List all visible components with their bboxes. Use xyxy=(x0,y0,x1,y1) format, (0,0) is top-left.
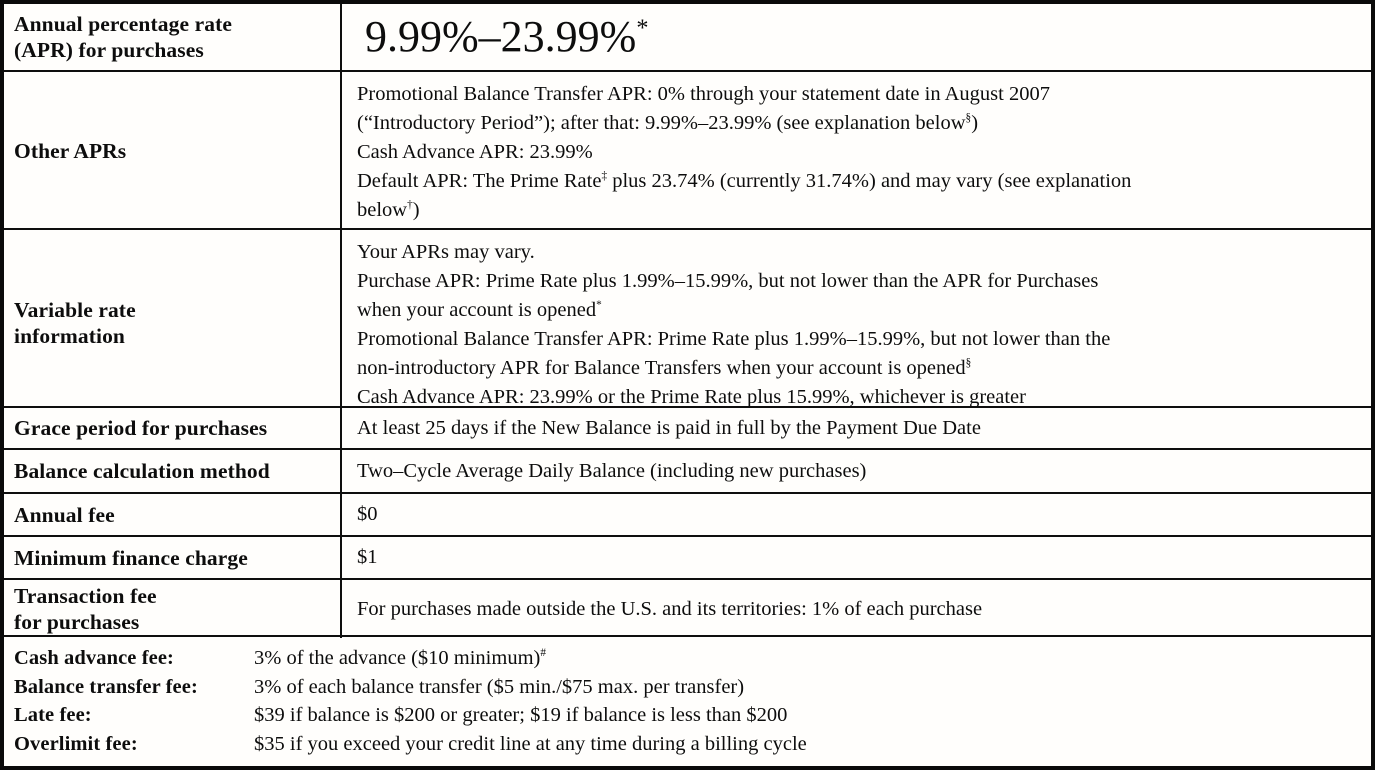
row-variable-rate xyxy=(4,230,1371,408)
row-variable-rate-value xyxy=(342,230,1371,416)
text-segment: Default APR: The Prime Rate xyxy=(357,170,602,192)
footer-cash-advance-fee xyxy=(14,644,1361,673)
row-minimum-finance-charge-value xyxy=(342,537,1371,578)
text-line: Minimum finance charge xyxy=(14,545,248,570)
row-transaction-fee xyxy=(4,580,1371,637)
overlimit-fee-value xyxy=(254,730,1361,759)
superscript-symbol: * xyxy=(596,299,602,312)
text-segment: Cash Advance APR: 23.99% xyxy=(357,141,593,163)
superscript-symbol: § xyxy=(965,357,972,370)
text-segment: $35 if you exceed your credit line at any time during a billing cycle xyxy=(254,732,807,755)
text-segment: Two–Cycle Average Daily Balance (including new purchases) xyxy=(357,459,867,482)
text-line xyxy=(357,109,1359,138)
text-line: Annual fee xyxy=(14,502,115,527)
row-other-aprs-value xyxy=(342,72,1371,229)
text-line xyxy=(357,196,1359,225)
row-other-aprs xyxy=(4,72,1371,230)
text-line: Other APRs xyxy=(14,138,127,163)
late-fee-value xyxy=(254,701,1361,730)
row-apr-purchases xyxy=(4,4,1371,72)
text-segment: For purchases made outside the U.S. and its territories: 1% of each purchase xyxy=(357,597,983,620)
text-line: Balance calculation method xyxy=(14,459,270,483)
superscript-symbol: † xyxy=(407,199,413,212)
text-line: Annual percentage rate xyxy=(14,12,232,36)
cash-advance-fee-label: Cash advance fee: xyxy=(14,647,174,669)
text-segment: At least 25 days if the New Balance is paid in full by the Payment Due Date xyxy=(357,416,981,439)
text-line xyxy=(357,238,1359,267)
text-line: for purchases xyxy=(14,610,140,634)
superscript-symbol: * xyxy=(636,14,649,42)
row-grace-period-value xyxy=(342,408,1371,448)
text-line xyxy=(357,138,1359,167)
row-balance-calculation xyxy=(4,450,1371,494)
text-line xyxy=(357,167,1359,196)
text-segment: Cash Advance APR: 23.99% or the Prime Rate plus 15.99%, whichever is greater xyxy=(357,386,1026,408)
text-line xyxy=(357,296,1359,325)
text-segment: 3% of the advance ($10 minimum) xyxy=(254,647,541,669)
text-segment: 9.99%–23.99% xyxy=(365,12,637,61)
row-minimum-finance-charge xyxy=(4,537,1371,580)
row-annual-fee-value xyxy=(342,494,1371,535)
text-line xyxy=(357,267,1359,296)
text-segment: Promotional Balance Transfer APR: Prime Rate plus 1.99%–15.99%, but not lower than the xyxy=(357,328,1111,350)
text-line xyxy=(357,354,1359,383)
footer-balance-transfer-fee xyxy=(14,673,1361,702)
text-segment: non-introductory APR for Balance Transfers when your account is opened xyxy=(357,357,966,379)
cash-advance-fee-value xyxy=(254,644,1361,673)
text-line: (APR) for purchases xyxy=(14,38,204,62)
row-variable-rate-label xyxy=(4,230,342,416)
text-line: Variable rate xyxy=(14,298,136,322)
text-line xyxy=(357,457,1359,486)
text-segment: Promotional Balance Transfer APR: 0% through your statement date in August 2007 xyxy=(357,83,1050,105)
text-line: Transaction fee xyxy=(14,584,157,608)
row-transaction-fee-value xyxy=(342,580,1371,638)
row-annual-fee xyxy=(4,494,1371,537)
text-line: information xyxy=(14,324,125,348)
row-balance-calculation-value xyxy=(342,450,1371,492)
superscript-symbol: § xyxy=(965,112,972,125)
late-fee-label: Late fee: xyxy=(14,704,92,726)
row-other-aprs-label xyxy=(4,72,342,229)
row-annual-fee-label xyxy=(4,494,342,535)
apr-range-value xyxy=(357,13,1359,61)
text-segment: ) xyxy=(412,199,420,221)
footer-overlimit-fee xyxy=(14,730,1361,759)
fees-footer-section xyxy=(4,637,1371,766)
row-minimum-finance-charge-label xyxy=(4,537,342,578)
text-segment: when your account is opened xyxy=(357,299,597,321)
footer-late-fee xyxy=(14,701,1361,730)
text-segment: 3% of each balance transfer ($5 min./$75 max. per transfer) xyxy=(254,675,745,698)
text-segment: below xyxy=(357,199,408,221)
text-line xyxy=(357,80,1359,109)
text-segment: (“Introductory Period”); after that: 9.99%–23.99% (see explanation below xyxy=(357,112,966,134)
superscript-symbol: ‡ xyxy=(601,170,608,183)
text-line xyxy=(357,595,1359,624)
text-segment: plus 23.74% (currently 31.74%) and may vary (see explanation xyxy=(607,170,1132,192)
row-apr-purchases-label xyxy=(4,4,342,70)
balance-transfer-fee-label: Balance transfer fee: xyxy=(14,675,198,698)
overlimit-fee-label: Overlimit fee: xyxy=(14,732,138,755)
text-segment: Your APRs may vary. xyxy=(357,241,535,263)
text-line xyxy=(357,500,1359,529)
row-balance-calculation-label xyxy=(4,450,342,492)
text-segment: $1 xyxy=(357,546,378,568)
superscript-symbol: # xyxy=(540,647,546,660)
text-segment: $39 if balance is $200 or greater; $19 if balance is less than $200 xyxy=(254,704,788,726)
text-segment: $0 xyxy=(357,503,378,525)
text-line: Grace period for purchases xyxy=(14,416,268,440)
text-line xyxy=(357,543,1359,572)
text-segment: Purchase APR: Prime Rate plus 1.99%–15.99%, but not lower than the APR for Purchases xyxy=(357,270,1099,292)
text-line xyxy=(357,414,1359,443)
row-grace-period-label xyxy=(4,408,342,448)
row-transaction-fee-label xyxy=(4,580,342,638)
row-grace-period xyxy=(4,408,1371,450)
text-segment: ) xyxy=(971,112,979,134)
text-line xyxy=(357,325,1359,354)
balance-transfer-fee-value xyxy=(254,673,1361,702)
row-apr-purchases-value xyxy=(342,4,1371,70)
